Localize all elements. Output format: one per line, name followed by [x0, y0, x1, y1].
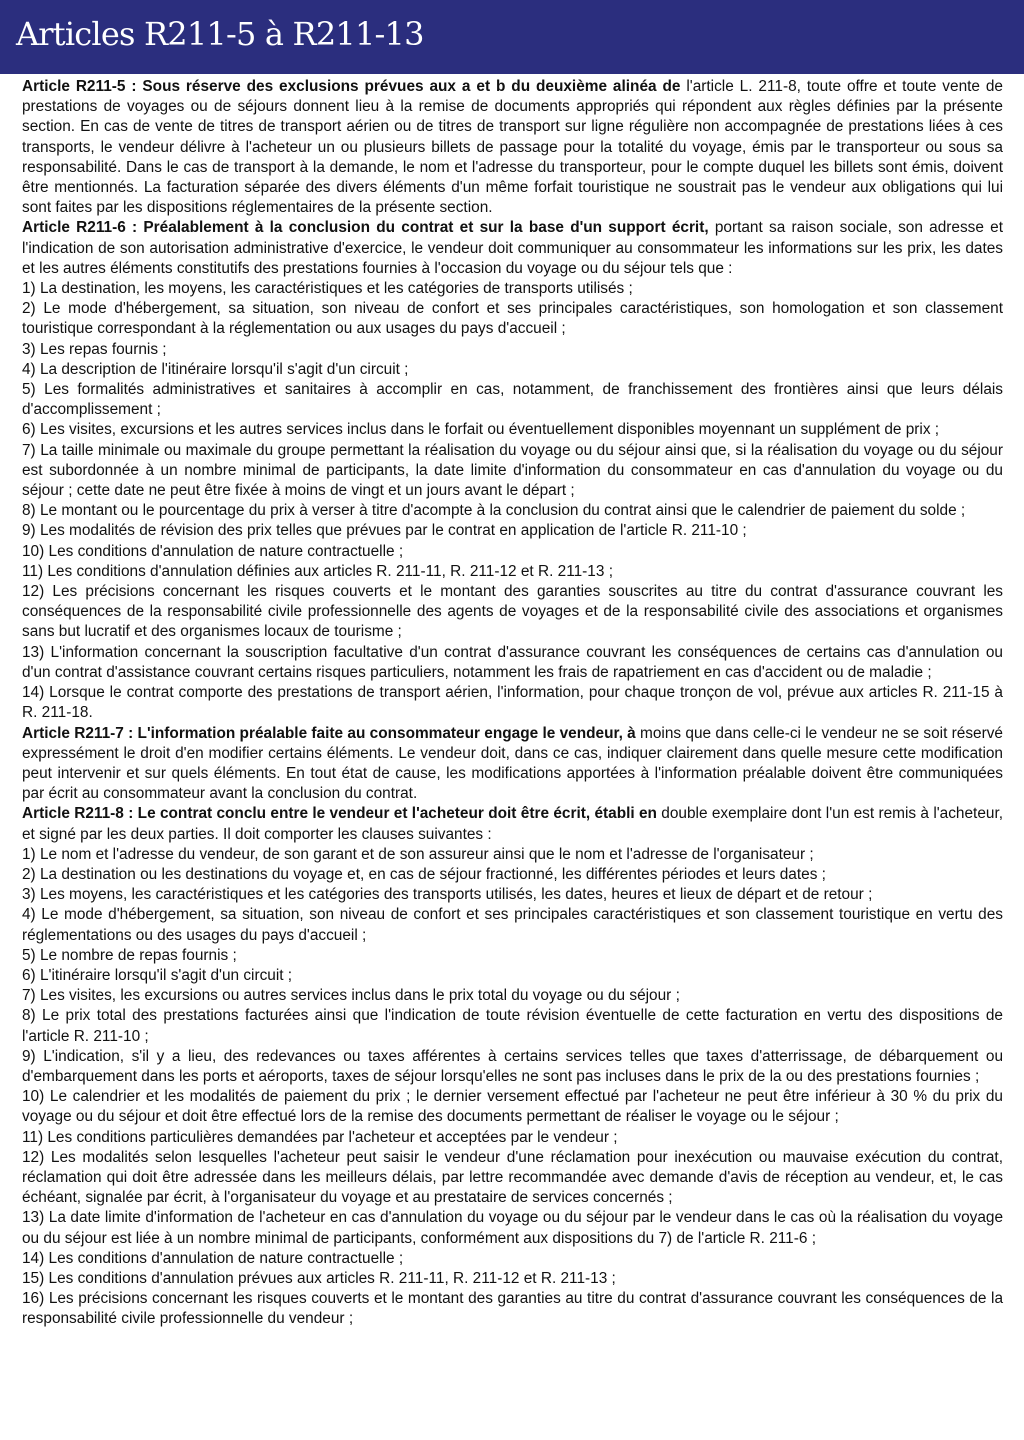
article-list-item: 3) Les moyens, les caractéristiques et les catégories des transports utilisés, les dates, heures et lieux de départ et de retour ;	[22, 886, 873, 904]
article-list-item: 8) Le montant ou le pourcentage du prix à verser à titre d'acompte à la conclusion du contrat ainsi que le calendrier de paiement du solde ;	[22, 502, 966, 520]
article-list-item: 2) La destination ou les destinations du voyage et, en cas de séjour fractionné, les différentes périodes et leurs dates ;	[22, 865, 826, 883]
article-paragraph	[22, 804, 1003, 844]
article-list-item: 11) Les conditions d'annulation définies aux articles R. 211-11, R. 211-12 et R. 211-13 ;	[22, 562, 613, 580]
article-heading: Article R211-8 : Le contrat conclu entre le vendeur et l'acheteur doit être écrit, établi en	[22, 805, 657, 823]
article-paragraph	[22, 77, 1003, 218]
page-header	[0, 0, 1024, 74]
article-list-item: 4) La description de l'itinéraire lorsqu'il s'agit d'un circuit ;	[22, 360, 409, 378]
document-body	[22, 77, 1003, 1330]
article-list-item: 1) Le nom et l'adresse du vendeur, de son garant et de son assureur ainsi que le nom et l'adresse de l'organisateur ;	[22, 845, 814, 863]
article-list-item: 5) Le nombre de repas fournis ;	[22, 946, 237, 964]
article-list-item: 9) L'indication, s'il y a lieu, des redevances ou taxes afférentes à certains services telles que taxes d'atterrissage, de débarquement ou d'embarquement dans les ports et aéroports, taxes de séjour lorsqu'elles ne sont pas incluses dans le prix de la ou des prestations fournies ;	[22, 1047, 1003, 1085]
article-list-item: 15) Les conditions d'annulation prévues aux articles R. 211-11, R. 211-12 et R. 211-13 ;	[22, 1269, 616, 1287]
article-list-item: 1) La destination, les moyens, les caractéristiques et les catégories de transports utilisés ;	[22, 280, 633, 298]
article-heading: Article R211-5 : Sous réserve des exclusions prévues aux a et b du deuxième alinéa de	[22, 78, 681, 95]
article-list-item: 3) Les repas fournis ;	[22, 340, 167, 358]
article-list-item: 13) L'information concernant la souscription facultative d'un contrat d'assurance couvrant les conséquences de certains cas d'annulation ou d'un contrat d'assistance couvrant certains risques particuliers, notamment les frais de rapatriement en cas d'accident ou de maladie ;	[22, 643, 1003, 681]
article-heading: Article R211-7 : L'information préalable faite au consommateur engage le vendeur, à	[22, 724, 636, 742]
article-list-item: 13) La date limite d'information de l'acheteur en cas d'annulation du voyage ou du séjour par le vendeur dans le cas où la réalisation du voyage ou du séjour est liée à un nombre minimal de participants, conformément aux dispositions du 7) de l'article R. 211-6 ;	[22, 1209, 1003, 1247]
article-paragraph	[22, 218, 1003, 279]
article-heading: Article R211-6 : Préalablement à la conclusion du contrat et sur la base d'un support écrit,	[22, 219, 709, 237]
article-list-item: 6) Les visites, excursions et les autres services inclus dans le forfait ou éventuellement disponibles moyennant un supplément de prix ;	[22, 421, 940, 439]
article-list-item: 14) Lorsque le contrat comporte des prestations de transport aérien, l'information, pour chaque tronçon de vol, prévue aux articles R. 211-15 à R. 211-18.	[22, 684, 1003, 722]
article-list-item: 16) Les précisions concernant les risques couverts et le montant des garanties au titre du contrat d'assurance couvrant les conséquences de la responsabilité civile professionnelle du vendeur ;	[22, 1290, 1003, 1328]
article-text: moins que dans celle-ci le vendeur ne se soit réservé expressément le droit d'en modifier certains éléments. Le vendeur doit, dans ce cas, indiquer clairement dans quelle mesure cette modification peut intervenir et sur quels éléments. En tout état de cause, les modifications apportées à l'information préalable doivent être communiquées par écrit au consommateur avant la conclusion du contrat.	[22, 724, 1003, 803]
article-text: portant sa raison sociale, son adresse et l'indication de son autorisation administrative d'exercice, le vendeur doit communiquer au consommateur les informations sur les prix, les dates et les autres éléments constitutifs des prestations fournies à l'occasion du voyage ou du séjour tels que :	[22, 219, 1003, 277]
page-title: Articles R211-5 à R211-13	[16, 15, 424, 53]
article-list-item: 6) L'itinéraire lorsqu'il s'agit d'un circuit ;	[22, 966, 293, 984]
article-text: l'article L. 211-8, toute offre et toute vente de prestations de voyages ou de séjours donnent lieu à la remise de documents appropriés qui répondent aux règles définies par la présente section. En cas de vente de titres de transport aérien ou de titres de transport sur ligne régulière non accompagnée de prestations liées à ces transports, le vendeur délivre à l'acheteur un ou plusieurs billets de passage pour la totalité du voyage, émis par le transporteur ou sous sa responsabilité. Dans le cas de transport à la demande, le nom et l'adresse du transporteur, pour le compte duquel les billets sont émis, doivent être mentionnés. La facturation séparée des divers éléments d'un même forfait touristique ne soustrait pas le vendeur aux obligations qui lui sont faites par les dispositions réglementaires de la présente section.	[22, 78, 1003, 217]
article-paragraph	[22, 724, 1003, 805]
article-list-item: 9) Les modalités de révision des prix telles que prévues par le contrat en application de l'article R. 211-10 ;	[22, 522, 747, 540]
article-list-item: 8) Le prix total des prestations facturées ainsi que l'indication de toute révision éventuelle de cette facturation en vertu des dispositions de l'article R. 211-10 ;	[22, 1007, 1003, 1045]
article-list-item: 10) Les conditions d'annulation de nature contractuelle ;	[22, 542, 404, 560]
article-text: double exemplaire dont l'un est remis à l'acheteur, et signé par les deux parties. Il doit comporter les clauses suivantes :	[22, 805, 1003, 843]
article-list-item: 7) Les visites, les excursions ou autres services inclus dans le prix total du voyage ou du séjour ;	[22, 987, 680, 1005]
article-list-item: 14) Les conditions d'annulation de nature contractuelle ;	[22, 1249, 404, 1267]
article-list-item: 11) Les conditions particulières demandées par l'acheteur et acceptées par le vendeur ;	[22, 1128, 618, 1146]
article-list-item: 2) Le mode d'hébergement, sa situation, son niveau de confort et ses principales caractéristiques, son homologation et son classement touristique correspondant à la réglementation ou aux usages du pays d'accueil ;	[22, 300, 1003, 338]
article-list-item: 12) Les modalités selon lesquelles l'acheteur peut saisir le vendeur d'une réclamation pour inexécution ou mauvaise exécution du contrat, réclamation qui doit être adressée dans les meilleurs délais, par lettre recommandée avec demande d'avis de réception au vendeur, et, le cas échéant, signalée par écrit, à l'organisateur du voyage et au prestataire de services concernés ;	[22, 1148, 1003, 1207]
article-list-item: 10) Le calendrier et les modalités de paiement du prix ; le dernier versement effectué par l'acheteur ne peut être inférieur à 30 % du prix du voyage ou du séjour et doit être effectué lors de la remise des documents permettant de réaliser le voyage ou le séjour ;	[22, 1088, 1003, 1126]
article-list-item: 7) La taille minimale ou maximale du groupe permettant la réalisation du voyage ou du séjour ainsi que, si la réalisation du voyage ou du séjour est subordonnée à un nombre minimal de participants, la date limite d'information du consommateur en cas d'annulation du voyage ou du séjour ; cette date ne peut être fixée à moins de vingt et un jours avant le départ ;	[22, 441, 1003, 500]
article-list-item: 12) Les précisions concernant les risques couverts et le montant des garanties souscrites au titre du contrat d'assurance couvrant les conséquences de la responsabilité civile professionnelle des agents de voyages et de la responsabilité civile des associations et organismes sans but lucratif et des organismes locaux de tourisme ;	[22, 583, 1003, 641]
article-list-item: 4) Le mode d'hébergement, sa situation, son niveau de confort et ses principales caractéristiques et son classement touristique en vertu des réglementations ou des usages du pays d'accueil ;	[22, 906, 1003, 944]
article-list-item: 5) Les formalités administratives et sanitaires à accomplir en cas, notamment, de franchissement des frontières ainsi que leurs délais d'accomplissement ;	[22, 381, 1003, 419]
